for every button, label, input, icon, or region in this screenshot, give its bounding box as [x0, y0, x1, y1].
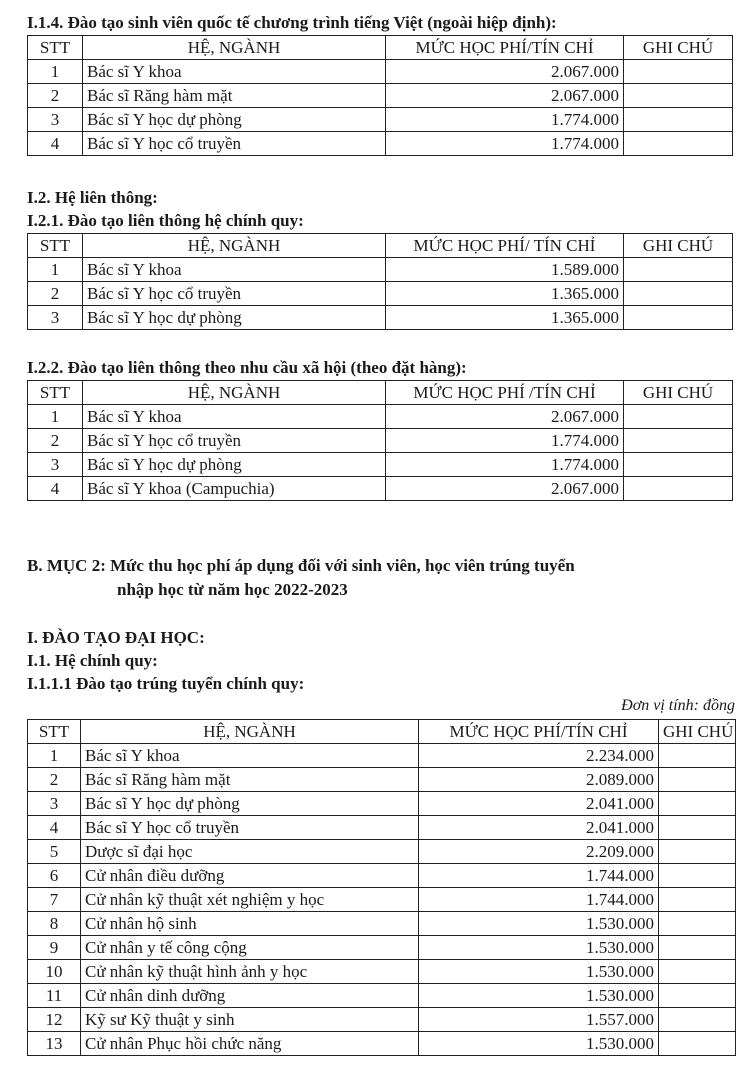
col-header-note: GHI CHÚ — [624, 36, 733, 60]
row-number-cell: 2 — [28, 282, 83, 306]
fee-cell: 2.041.000 — [419, 792, 659, 816]
program-name-cell: Bác sĩ Y học dự phòng — [81, 792, 419, 816]
table-header-row — [28, 381, 733, 405]
program-name-cell: Bác sĩ Y khoa — [83, 258, 386, 282]
program-name-cell: Bác sĩ Y học cổ truyền — [83, 429, 386, 453]
note-cell — [624, 282, 733, 306]
table-row — [28, 744, 736, 768]
row-number-cell: 1 — [28, 60, 83, 84]
note-cell — [624, 477, 733, 501]
note-cell — [659, 936, 736, 960]
table-row — [28, 84, 733, 108]
row-number-cell: 4 — [28, 816, 81, 840]
note-cell — [659, 792, 736, 816]
col-header-stt: STT — [28, 381, 83, 405]
table-row — [28, 768, 736, 792]
section-b-heading-line2: nhập học từ năm học 2022-2023 — [117, 580, 348, 599]
col-header-name: HỆ, NGÀNH — [81, 720, 419, 744]
fee-cell: 1.365.000 — [386, 282, 624, 306]
table-row — [28, 306, 733, 330]
table-row — [28, 960, 736, 984]
note-cell — [659, 768, 736, 792]
program-name-cell: Bác sĩ Y học dự phòng — [83, 306, 386, 330]
row-number-cell: 4 — [28, 477, 83, 501]
note-cell — [624, 429, 733, 453]
col-header-name: HỆ, NGÀNH — [83, 234, 386, 258]
fee-cell: 2.089.000 — [419, 768, 659, 792]
section-heading-i-1-1-1: I.1.1.1 Đào tạo trúng tuyển chính quy: — [27, 674, 305, 693]
row-number-cell: 6 — [28, 864, 81, 888]
section-heading-i-1: I.1. Hệ chính quy: — [27, 651, 158, 670]
program-name-cell: Bác sĩ Y học dự phòng — [83, 108, 386, 132]
fee-cell: 2.067.000 — [386, 84, 624, 108]
fee-cell: 1.530.000 — [419, 960, 659, 984]
note-cell — [624, 306, 733, 330]
program-name-cell: Kỹ sư Kỹ thuật y sinh — [81, 1008, 419, 1032]
note-cell — [659, 1032, 736, 1056]
table-row — [28, 429, 733, 453]
col-header-stt: STT — [28, 234, 83, 258]
fee-cell: 2.067.000 — [386, 477, 624, 501]
table-row — [28, 453, 733, 477]
fee-cell: 2.067.000 — [386, 60, 624, 84]
table-row — [28, 792, 736, 816]
table-row — [28, 1032, 736, 1056]
row-number-cell: 4 — [28, 132, 83, 156]
program-name-cell: Bác sĩ Y khoa — [83, 405, 386, 429]
fee-cell: 1.744.000 — [419, 888, 659, 912]
program-name-cell: Cử nhân điều dưỡng — [81, 864, 419, 888]
row-number-cell: 8 — [28, 912, 81, 936]
fee-cell: 2.209.000 — [419, 840, 659, 864]
fee-cell: 1.774.000 — [386, 132, 624, 156]
row-number-cell: 3 — [28, 792, 81, 816]
note-cell — [624, 60, 733, 84]
program-name-cell: Cử nhân kỹ thuật hình ảnh y học — [81, 960, 419, 984]
row-number-cell: 12 — [28, 1008, 81, 1032]
note-cell — [624, 132, 733, 156]
table-row — [28, 258, 733, 282]
program-name-cell: Bác sĩ Y khoa — [83, 60, 386, 84]
table-row — [28, 132, 733, 156]
program-name-cell: Cử nhân Phục hồi chức năng — [81, 1032, 419, 1056]
note-cell — [659, 888, 736, 912]
section-b-heading-line1: B. MỤC 2: Mức thu học phí áp dụng đối với sinh viên, học viên trúng tuyển — [27, 556, 575, 575]
note-cell — [624, 108, 733, 132]
fee-table-i-1-1-1 — [27, 719, 736, 1056]
row-number-cell: 3 — [28, 453, 83, 477]
program-name-cell: Cử nhân y tế công cộng — [81, 936, 419, 960]
fee-cell: 1.744.000 — [419, 864, 659, 888]
row-number-cell: 3 — [28, 108, 83, 132]
note-cell — [659, 744, 736, 768]
fee-table-i-2-1 — [27, 233, 733, 330]
table-row — [28, 984, 736, 1008]
note-cell — [624, 84, 733, 108]
col-header-fee: MỨC HỌC PHÍ/TÍN CHỈ — [419, 720, 659, 744]
fee-cell: 1.365.000 — [386, 306, 624, 330]
note-cell — [659, 984, 736, 1008]
row-number-cell: 2 — [28, 768, 81, 792]
table-row — [28, 912, 736, 936]
program-name-cell: Bác sĩ Y học cổ truyền — [83, 132, 386, 156]
section-heading-i-1-4: I.1.4. Đào tạo sinh viên quốc tế chương trình tiếng Việt (ngoài hiệp định): — [27, 13, 557, 32]
note-cell — [659, 1008, 736, 1032]
fee-cell: 1.557.000 — [419, 1008, 659, 1032]
row-number-cell: 11 — [28, 984, 81, 1008]
table-row — [28, 888, 736, 912]
row-number-cell: 9 — [28, 936, 81, 960]
program-name-cell: Dược sĩ đại học — [81, 840, 419, 864]
row-number-cell: 1 — [28, 405, 83, 429]
table-row — [28, 60, 733, 84]
table-row — [28, 816, 736, 840]
note-cell — [659, 864, 736, 888]
fee-cell: 1.530.000 — [419, 1032, 659, 1056]
note-cell — [624, 405, 733, 429]
table-row — [28, 405, 733, 429]
program-name-cell: Bác sĩ Răng hàm mặt — [81, 768, 419, 792]
fee-table-i-2-2 — [27, 380, 733, 501]
note-cell — [659, 960, 736, 984]
fee-cell: 1.530.000 — [419, 936, 659, 960]
col-header-note: GHI CHÚ — [624, 381, 733, 405]
note-cell — [659, 816, 736, 840]
section-heading-i-2-2: I.2.2. Đào tạo liên thông theo nhu cầu xã hội (theo đặt hàng): — [27, 358, 467, 377]
program-name-cell: Bác sĩ Y khoa — [81, 744, 419, 768]
program-name-cell: Cử nhân kỹ thuật xét nghiệm y học — [81, 888, 419, 912]
row-number-cell: 2 — [28, 84, 83, 108]
program-name-cell: Bác sĩ Răng hàm mặt — [83, 84, 386, 108]
fee-cell: 1.530.000 — [419, 912, 659, 936]
fee-cell: 2.067.000 — [386, 405, 624, 429]
table-row — [28, 282, 733, 306]
table-row — [28, 840, 736, 864]
row-number-cell: 1 — [28, 744, 81, 768]
fee-cell: 2.234.000 — [419, 744, 659, 768]
note-cell — [659, 912, 736, 936]
fee-cell: 1.589.000 — [386, 258, 624, 282]
col-header-name: HỆ, NGÀNH — [83, 36, 386, 60]
fee-cell: 1.530.000 — [419, 984, 659, 1008]
row-number-cell: 7 — [28, 888, 81, 912]
col-header-note: GHI CHÚ — [624, 234, 733, 258]
fee-table-i-1-4 — [27, 35, 733, 156]
program-name-cell: Bác sĩ Y học dự phòng — [83, 453, 386, 477]
table-row — [28, 864, 736, 888]
note-cell — [624, 453, 733, 477]
note-cell — [659, 840, 736, 864]
program-name-cell: Bác sĩ Y học cổ truyền — [81, 816, 419, 840]
col-header-fee: MỨC HỌC PHÍ/ TÍN CHỈ — [386, 234, 624, 258]
table-header-row — [28, 720, 736, 744]
row-number-cell: 2 — [28, 429, 83, 453]
program-name-cell: Bác sĩ Y học cổ truyền — [83, 282, 386, 306]
table-row — [28, 936, 736, 960]
program-name-cell: Cử nhân dinh dưỡng — [81, 984, 419, 1008]
fee-cell: 2.041.000 — [419, 816, 659, 840]
section-heading-i: I. ĐÀO TẠO ĐẠI HỌC: — [27, 628, 205, 647]
row-number-cell: 13 — [28, 1032, 81, 1056]
section-heading-i-2-1: I.2.1. Đào tạo liên thông hệ chính quy: — [27, 211, 304, 230]
col-header-stt: STT — [28, 720, 81, 744]
fee-cell: 1.774.000 — [386, 108, 624, 132]
col-header-name: HỆ, NGÀNH — [83, 381, 386, 405]
table-row — [28, 1008, 736, 1032]
table-row — [28, 108, 733, 132]
col-header-fee: MỨC HỌC PHÍ/TÍN CHỈ — [386, 36, 624, 60]
row-number-cell: 1 — [28, 258, 83, 282]
note-cell — [624, 258, 733, 282]
unit-note: Đơn vị tính: đồng — [621, 697, 735, 714]
table-row — [28, 477, 733, 501]
table-header-row — [28, 234, 733, 258]
table-header-row — [28, 36, 733, 60]
section-heading-i-2: I.2. Hệ liên thông: — [27, 188, 158, 207]
fee-cell: 1.774.000 — [386, 453, 624, 477]
col-header-stt: STT — [28, 36, 83, 60]
row-number-cell: 5 — [28, 840, 81, 864]
row-number-cell: 10 — [28, 960, 81, 984]
program-name-cell: Bác sĩ Y khoa (Campuchia) — [83, 477, 386, 501]
fee-cell: 1.774.000 — [386, 429, 624, 453]
program-name-cell: Cử nhân hộ sinh — [81, 912, 419, 936]
col-header-note: GHI CHÚ — [659, 720, 736, 744]
col-header-fee: MỨC HỌC PHÍ /TÍN CHỈ — [386, 381, 624, 405]
row-number-cell: 3 — [28, 306, 83, 330]
